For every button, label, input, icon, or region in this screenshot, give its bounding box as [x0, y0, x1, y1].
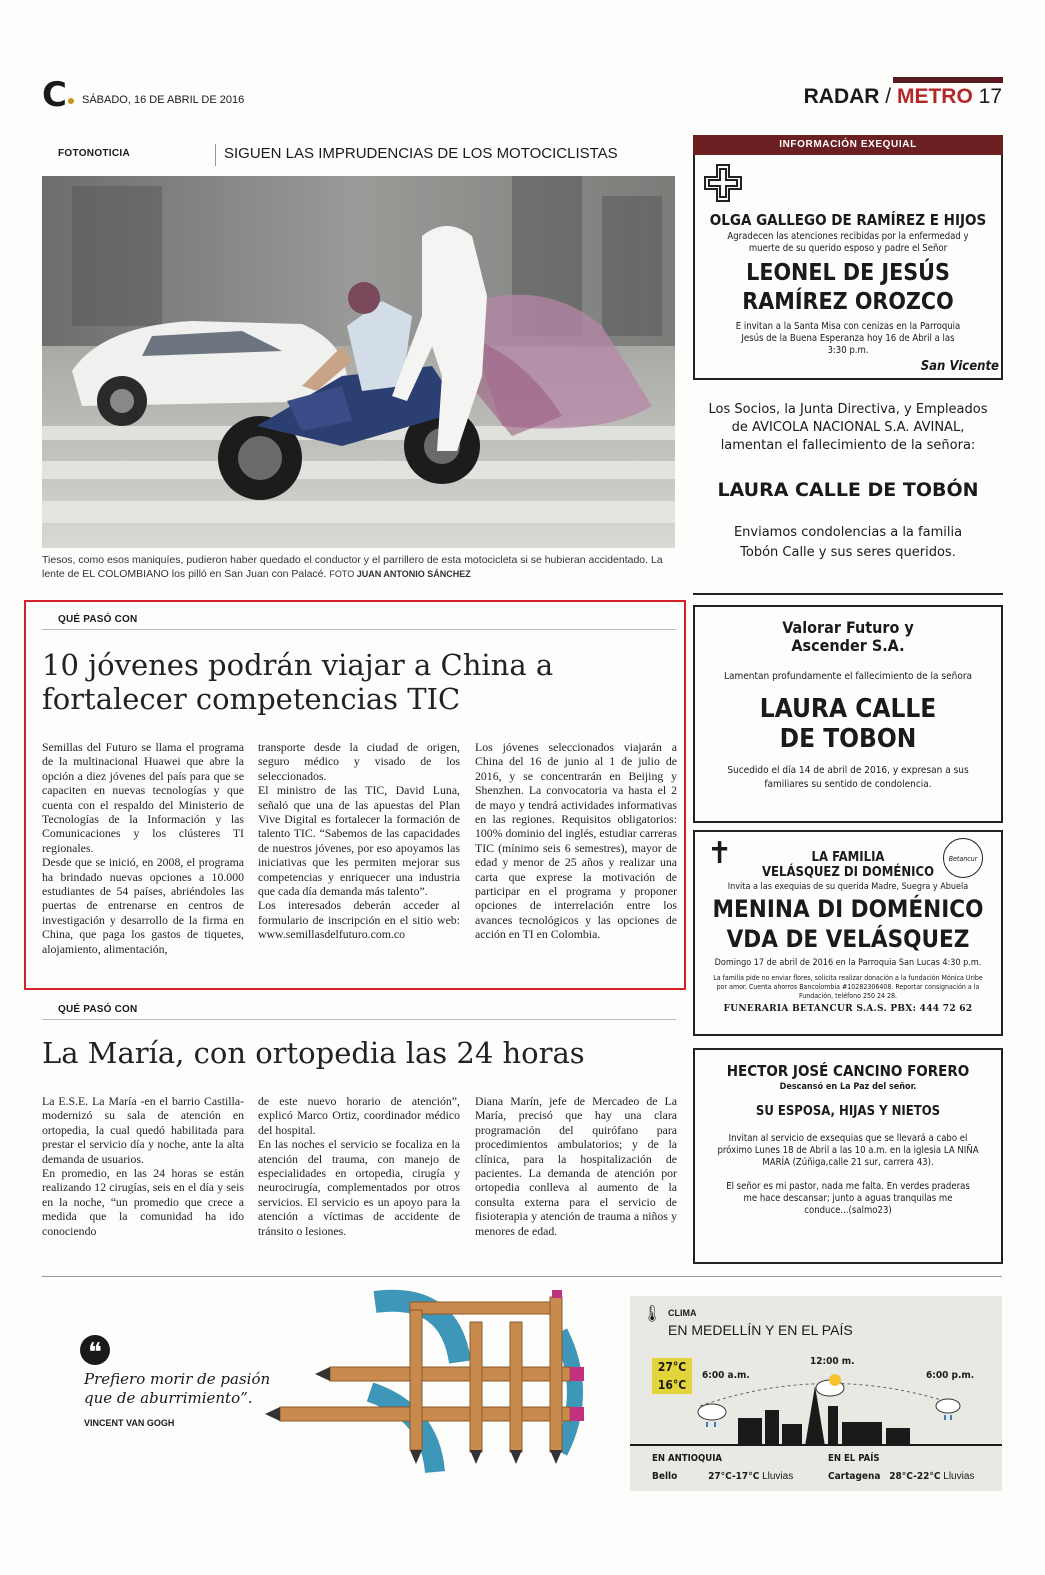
subsection-name: METRO [896, 85, 973, 108]
company-name: Valorar Futuro y Ascender S.A. [782, 618, 914, 655]
obituary-note: La familia pide no enviar flores, solicita realizar donación a la fundación Mónica Uribe por amor. Cuenta ahorros Bancolombia #10282306408. Reportar consignación a la Fundación, teléfono 250 24 28. [713, 974, 983, 1000]
article-tag: QUÉ PASÓ CON [58, 614, 138, 625]
deceased-name: MENINA DI DOMÉNICO [712, 895, 984, 923]
obituary-intro: Lamentan profundamente el fallecimiento de la señora [723, 671, 973, 682]
logo-dot-icon [68, 98, 74, 104]
deceased-name: VDA DE VELÁSQUEZ [726, 925, 970, 953]
obituary-family: LA FAMILIA [811, 850, 885, 865]
section-separator: / [885, 85, 892, 108]
obituary-notice [693, 1048, 1003, 1264]
article-tag: QUÉ PASÓ CON [58, 1004, 138, 1015]
section-rule [42, 1019, 676, 1020]
obituary-details: Invitan al servicio de exsequias que se llevará a cabo el próximo Lunes 18 de Abril a las 10 a.m. en la iglesia LA NIÑA MARÍA (Zúñiga,calle 21 sur, carrera 43). [717, 1133, 979, 1168]
cross-emblem-icon [701, 161, 745, 205]
pencil-illustration [260, 1282, 620, 1482]
article-column-2: de este nuevo horario de atención”, explicó Marco Ortiz, coordinador médico del hospital. En las noches el servicio se focaliza en la atención del trauma, con manejo de especialidades en ortopedia, cirugía y neurocirugía, complementados por otros servicios. El servicio es un apoyo para la atención a víctimas de accidente de tránsito o lesiones. [258, 1094, 460, 1238]
weather-label: CLIMA [668, 1308, 697, 1318]
page-number: 17 [978, 85, 1002, 108]
funeral-home-logo: San Vicente [920, 359, 999, 374]
obituary-family: OLGA GALLEGO DE RAMÍREZ E HIJOS [709, 211, 987, 229]
section-color-bar [893, 77, 1003, 83]
deceased-name: RAMÍREZ OROZCO [742, 289, 954, 315]
psalm-quote: El señor es mi pastor, nada me falta. En verdes praderas me hace descansar; junto a aguas tranquilas me conduce...(salmo23) [726, 1181, 970, 1216]
photo-news-title: SIGUEN LAS IMPRUDENCIAS DE LOS MOTOCICLISTAS [224, 145, 618, 162]
newspaper-logo: C [42, 78, 74, 112]
region-label: EN ANTIOQUIA [652, 1453, 723, 1464]
obituary-intro: Invita a las exequias de su querida Madre, Suegra y Abuela [727, 882, 969, 892]
section-rule [42, 629, 676, 630]
article-title: La María, con ortopedia las 24 horas [42, 1036, 585, 1070]
obituary-notice [693, 830, 1003, 1036]
article-column-3: Diana Marín, jefe de Mercadeo de La María, precisó que hay una clara programación del quirófano para procedimientos ambulatorios; y de la clínica, para la hospitalización de pacientes. La demanda de atención por ortopedia conlleva al aumento de la consulta externa para el servicio de fisioterapia y atención de trauma a niños y menores de edad. [475, 1094, 677, 1238]
quote-text: Prefiero morir de pasión que de aburrimiento”. [84, 1370, 271, 1407]
section-rule [42, 1276, 1002, 1277]
article-column-3: Los jóvenes seleccionados viajarán a China del 16 de junio al 1 de julio de 2016, y se concentrarán en Beijing y Shenzhen. La convocatoria va hasta el 2 de mayo y tendrá actividades informativas en las regiones. Requisitos obligatorios: 100% dominio del inglés, estudiar carreras TIC (mínimo seis 6 semestres), mayor de edad y menor de 25 años y realizar una carta que exprese la motivación de participar en el programa y proponer opciones de interrelación entre los avances tecnológicos y las opciones de acción en TI en Colombia. [475, 740, 677, 942]
quote-icon: ❝ [80, 1335, 110, 1365]
obituary-notice [693, 385, 1003, 595]
photo-news-label: FOTONOTICIA [58, 148, 131, 159]
obituary-details: Domingo 17 de abril de 2016 en la Parroquia San Lucas 4:30 p.m. [714, 958, 982, 968]
weather-title: EN MEDELLÍN Y EN EL PAÍS [668, 1322, 853, 1338]
obituary-details: Sucedido el día 14 de abril de 2016, y expresan a sus familiares su sentido de condolencia. [727, 765, 969, 790]
obituary-section-header: INFORMACIÓN EXEQUIAL [693, 135, 1003, 155]
temperature-box: 27°C 16°C [652, 1358, 692, 1394]
obituary-notice [693, 605, 1003, 823]
time-label: 6:00 p.m. [926, 1370, 975, 1381]
thermometer-icon: 🌡 [642, 1306, 663, 1323]
obituary-intro: Los Socios, la Junta Directiva, y Empleados de AVICOLA NACIONAL S.A. AVINAL, lamentan el fallecimiento de la señora: [708, 402, 988, 453]
issue-date: SÁBADO, 16 DE ABRIL DE 2016 [82, 94, 245, 106]
region-label: EN EL PAÍS [828, 1453, 880, 1464]
quote-author: VINCENT VAN GOGH [84, 1418, 175, 1428]
divider [215, 144, 216, 166]
weather-arc-illustration [630, 1366, 1002, 1446]
photo-caption: Tiesos, como esos maniquíes, pudieron haber quedado el conductor y el parrillero de esta motocicleta si se hubieran accidentado. La lente de EL COLOMBIANO los pilló en San Juan con Palacé. FOTO JUAN ANTONIO SÁNCHEZ [42, 554, 663, 580]
obituary-family: VELÁSQUEZ DI DOMÉNICO [761, 865, 935, 880]
time-label: 6:00 a.m. [702, 1370, 750, 1381]
article-title: 10 jóvenes podrán viajar a China a fortalecer competencias TIC [42, 648, 554, 716]
time-label: 12:00 m. [810, 1356, 855, 1367]
section-name: RADAR [803, 85, 880, 108]
funeral-home: FUNERARIA BETANCUR S.A.S. PBX: 444 72 62 [723, 1004, 973, 1014]
deceased-name: DE TOBON [779, 724, 917, 754]
obituary-notice [693, 155, 1003, 380]
obituary-details: Enviamos condolencias a la familia Tobón Calle y sus seres queridos. [733, 525, 963, 560]
city-forecast: Bello 27°C-17°C Lluvias [652, 1471, 794, 1482]
news-photo [42, 176, 675, 548]
photo-credit: FOTO JUAN ANTONIO SÁNCHEZ [329, 569, 471, 579]
obituary-details: E invitan a la Santa Misa con cenizas en la Parroquia Jesús de la Buena Esperanza hoy 16 de Abril a las 3:30 p.m. [735, 321, 961, 356]
obituary-sub: Descansó en La Paz del señor. [779, 1082, 917, 1092]
article-column-1: La E.S.E. La María -en el barrio Castilla- modernizó su sala de atención en ortopedia, la cual quedó habilitada para prestar el servicio día y noche, ante la alta demanda de usuarios. En promedio, en las 24 horas se están realizando 12 cirugías, seis en el día y seis en la noche, “un promedio que crece a medida que la comunidad ha ido conociendo [42, 1094, 244, 1238]
deceased-name: LEONEL DE JESÚS [746, 260, 950, 286]
obituary-intro: Agradecen las atenciones recibidas por la enfermedad y muerte de su querido esposo y padre el Señor [727, 231, 969, 254]
funeral-home-seal: Betancur [943, 838, 983, 878]
deceased-name: LAURA CALLE [759, 694, 937, 724]
obituary-family: SU ESPOSA, HIJAS Y NIETOS [755, 1104, 941, 1119]
deceased-name: LAURA CALLE DE TOBÓN [717, 479, 979, 501]
section-heading [804, 85, 1002, 109]
city-forecast: Cartagena 28°C-22°C Lluvias [828, 1471, 975, 1482]
article-column-1: Semillas del Futuro se llama el programa de la multinacional Huawei que abre la opción a diez jóvenes del país para que se capaciten en nuevas tecnologías y que cuenta con el respaldo del Ministerio de Tecnologías de la Información y las Comunicaciones y los clústeres TI regionales. Desde que se inició, en 2008, el programa ha brindado nuevas opciones a 10.000 estudiantes de 54 países, abriéndoles las puertas de entrenarse en centros de investigación y desarrollo de la firma en China, que paga los gastos de tiquetes, alojamiento, alimentación, [42, 740, 244, 956]
article-column-2: transporte desde la ciudad de origen, seguro médico y visado de los seleccionados. El ministro de las TIC, David Luna, señaló que una de las apuestas del Plan Vive Digital es fortalecer la formación de talento TIC. “Sabemos de las capacidades de nuestros jóvenes, por eso apoyamos las iniciativas que les permiten mejorar sus competencias y enriquecer una industria que cada día demanda más talento”. Los interesados deberán acceder al formulario de inscripción en el sitio web: www.semillasdelfuturo.com.co [258, 740, 460, 942]
weather-panel [630, 1296, 1002, 1491]
deceased-name: HECTOR JOSÉ CANCINO FORERO [726, 1062, 970, 1080]
cross-icon: ✝ [707, 836, 733, 871]
